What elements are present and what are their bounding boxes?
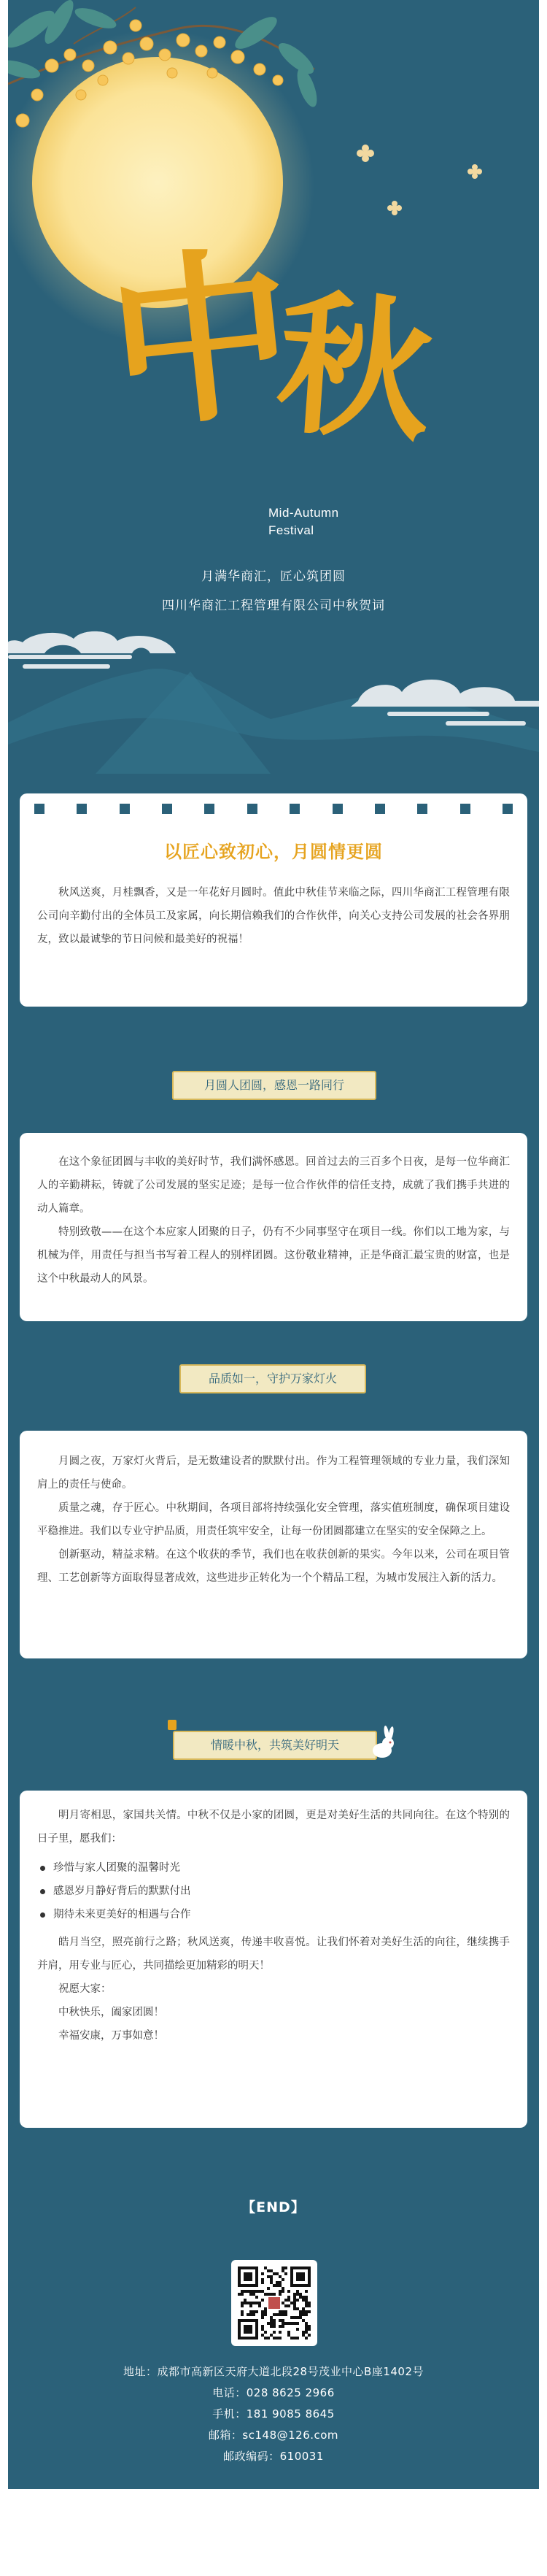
decorative-square [503,804,513,814]
decorative-square [460,804,470,814]
greeting-line: 幸福安康，万事如意！ [58,2030,164,2042]
lantern-icon [168,1720,176,1730]
english-title-line1: Mid-Autumn [268,506,339,520]
qr-code-image [238,2267,311,2339]
paragraph: 在这个象征团圆与丰收的美好时节，我们满怀感恩。回首过去的三百多个日夜，是每一位华商汇人的辛勤耕耘，铸就了公司发展的坚实足迹；是每一位合作伙伴的信任支持，成就了我们携手共进的动人篇章。 [37,1156,510,1215]
qr-code-icon[interactable] [231,2260,317,2346]
intro-paragraph: 秋风送爽，月桂飘香，又是一年花好月圆时。值此中秋佳节来临之际，四川华商汇工程管理有限公司向辛勤付出的全体员工及家属，向长期信赖我们的合作伙伴，向关心支持公司发展的社会各界朋友，致以最诚挚的节日问候和最美好的祝福！ [37,887,510,945]
decorative-square [417,804,427,814]
decorative-square [77,804,87,814]
decorative-square [120,804,130,814]
hero-slogan: 月满华商汇，匠心筑团圆 [201,569,346,584]
intro-title: 以匠心致初心，月圆情更圆 [164,842,383,862]
decorative-square [247,804,257,814]
greeting-line: 中秋快乐，阖家团圆！ [58,2007,164,2018]
big-title [99,223,460,489]
decorative-square [162,804,172,814]
rabbit-icon [368,1726,397,1762]
mobile-text: 手机：181 9085 8645 [212,2407,335,2421]
list-item: 珍惜与家人团聚的温馨时光 [37,1856,510,1880]
contact-info [8,2361,539,2467]
email-link[interactable]: 邮箱：sc148@126.com [208,2429,339,2442]
list-item: 期待未来更美好的相遇与合作 [37,1903,510,1926]
end-mark: 【END】 [241,2199,306,2215]
decorative-square [333,804,343,814]
decorative-square [204,804,214,814]
address-text: 地址：成都市高新区天府大道北段28号茂业中心B座1402号 [123,2365,424,2378]
wish-list [37,1856,510,1926]
postcode-text: 邮政编码：610031 [223,2450,324,2463]
section-title-gratitude: 月圆人团圆，感恩一路同行 [172,1071,376,1100]
big-character-zhong: 中 [99,223,303,456]
gratitude-card [20,1133,527,1321]
poster-background [8,0,539,2489]
paragraph: 皓月当空，照亮前行之路；秋风送爽，传递丰收喜悦。让我们怀着对美好生活的向往，继续携手并肩，用专业与匠心，共同描绘更加精彩的明天！ [37,1937,510,1972]
section-title-warmth: 情暖中秋，共筑美好明天 [173,1731,377,1760]
decorative-square [34,804,44,814]
osmanthus-flower-icon [357,145,482,215]
mountain-icon [8,669,539,774]
big-character-qiu: 秋 [271,272,438,464]
list-item: 感恩岁月静好背后的默默付出 [37,1880,510,1903]
section-title-quality: 品质如一，守护万家灯火 [179,1364,366,1393]
decorative-square [375,804,385,814]
intro-card [20,793,527,1007]
decorative-square [290,804,300,814]
paragraph: 明月寄相思，家国共关情。中秋不仅是小家的团圆，更是对美好生活的共同向往。在这个特别的日子里，愿我们： [37,1810,510,1845]
hero-company-title: 四川华商汇工程管理有限公司中秋贺词 [162,599,385,613]
paragraph: 创新驱动，精益求精。在这个收获的季节，我们也在收获创新的果实。今年以来，公司在项目管理、工艺创新等方面取得显著成效，这些进步正转化为一个个精品工程，为城市发展注入新的活力。 [37,1549,510,1584]
paragraph: 月圆之夜，万家灯火背后，是无数建设者的默默付出。作为工程管理领域的专业力量，我们深知肩上的责任与使命。 [37,1456,510,1491]
decorative-squares [34,804,513,815]
english-title-line2: Festival [268,523,314,537]
quality-card [20,1431,527,1658]
paragraph: 质量之魂，存于匠心。中秋期间，各项目部将持续强化安全管理，落实值班制度，确保项目建设平稳推进。我们以专业守护品质，用责任筑牢安全，让每一份团圆都建立在坚实的安全保障之上。 [37,1502,510,1537]
paragraph: 特别致敬——在这个本应家人团聚的日子，仍有不少同事坚守在项目一线。你们以工地为家，与机械为伴，用责任与担当书写着工程人的别样团圆。这份敬业精神，正是华商汇最宝贵的财富，也是这个中秋最动人的风景。 [37,1226,510,1285]
phone-text: 电话：028 8625 2966 [212,2386,335,2399]
greeting-line: 祝愿大家： [58,1983,112,1995]
warmth-card [20,1791,527,2128]
hero-banner [8,0,539,774]
